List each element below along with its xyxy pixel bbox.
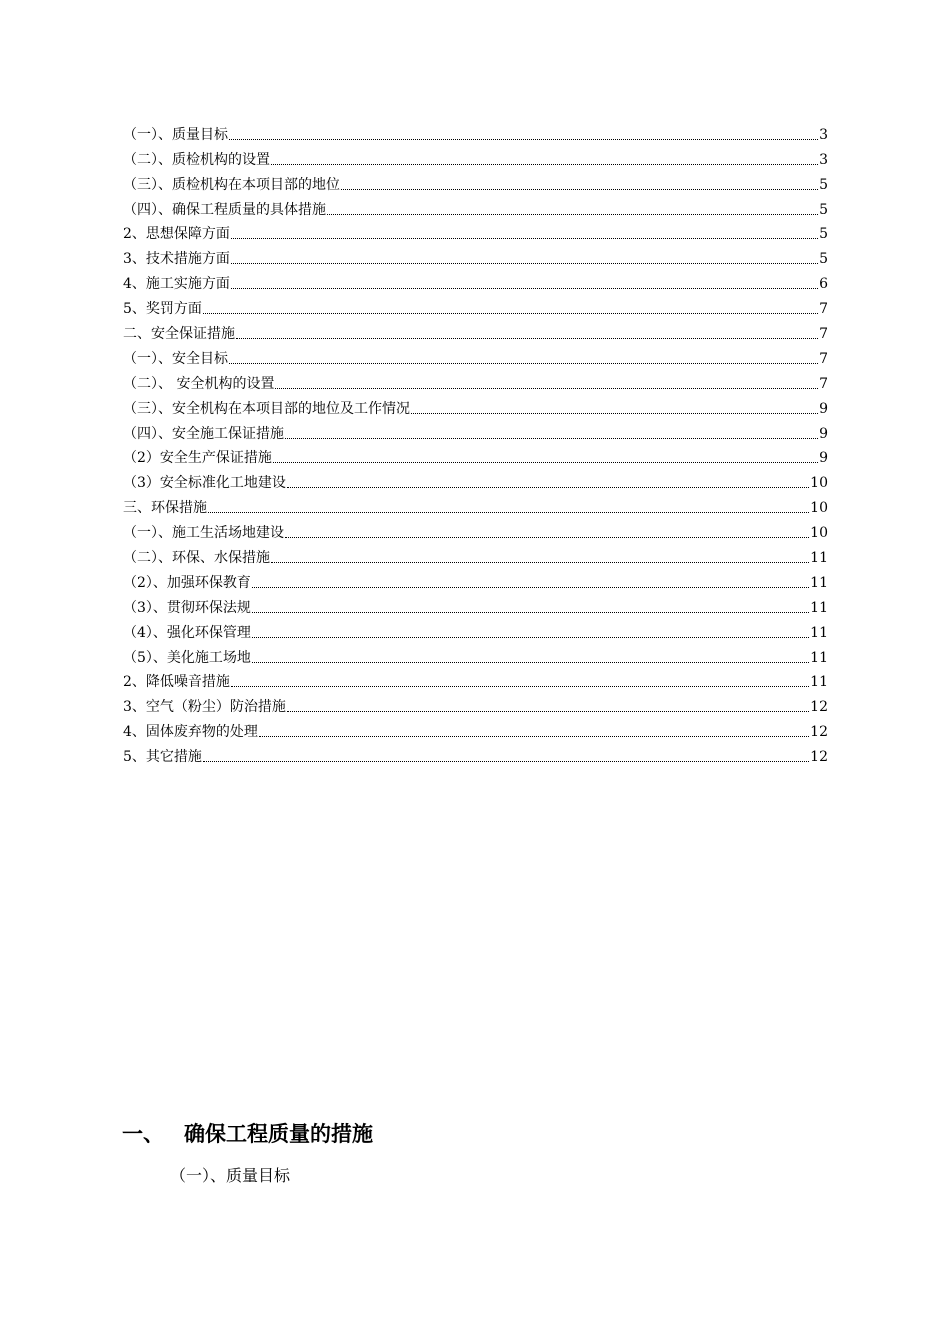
- toc-dot-leader: [252, 636, 809, 638]
- toc-entry-page-number: 6: [819, 276, 828, 293]
- toc-entry-label: 2、降低噪音措施: [123, 674, 230, 691]
- toc-entry[interactable]: [123, 269, 828, 294]
- toc-dot-leader: [285, 536, 809, 538]
- toc-entry[interactable]: [123, 244, 828, 269]
- toc-entry[interactable]: [123, 593, 828, 618]
- toc-entry-page-number: 7: [819, 375, 828, 392]
- toc-entry-label: （3）、贯彻环保法规: [123, 599, 251, 616]
- toc-entry-page-number: 10: [810, 500, 828, 517]
- toc-entry-label: （四）、确保工程质量的具体措施: [123, 201, 326, 218]
- toc-entry-label: 2、思想保障方面: [123, 226, 230, 243]
- table-of-contents: [123, 120, 828, 767]
- toc-entry[interactable]: [123, 294, 828, 319]
- toc-dot-leader: [285, 437, 818, 439]
- toc-entry-page-number: 3: [819, 151, 828, 168]
- toc-dot-leader: [341, 188, 818, 190]
- toc-entry[interactable]: [123, 394, 828, 419]
- toc-dot-leader: [236, 337, 818, 339]
- toc-dot-leader: [229, 362, 818, 364]
- toc-entry-label: （一）、施工生活场地建设: [123, 525, 284, 542]
- toc-entry[interactable]: [123, 145, 828, 170]
- toc-entry-page-number: 10: [810, 525, 828, 542]
- toc-entry-label: （一）、质量目标: [123, 126, 228, 143]
- toc-entry-label: （3）安全标准化工地建设: [123, 475, 286, 492]
- toc-entry[interactable]: [123, 120, 828, 145]
- toc-dot-leader: [252, 661, 809, 663]
- toc-entry-page-number: 5: [819, 176, 828, 193]
- toc-entry-page-number: 10: [810, 475, 828, 492]
- toc-entry-label: 3、空气（粉尘）防治措施: [123, 699, 286, 716]
- toc-entry-label: （2）、加强环保教育: [123, 574, 251, 591]
- toc-entry-page-number: 11: [810, 574, 828, 591]
- toc-entry[interactable]: [123, 493, 828, 518]
- toc-entry[interactable]: [123, 444, 828, 469]
- toc-dot-leader: [411, 412, 818, 414]
- toc-entry-page-number: 7: [819, 350, 828, 367]
- toc-entry[interactable]: [123, 518, 828, 543]
- toc-entry[interactable]: [123, 543, 828, 568]
- toc-dot-leader: [203, 312, 818, 314]
- toc-dot-leader: [231, 287, 818, 289]
- toc-dot-leader: [273, 461, 818, 463]
- toc-dot-leader: [275, 387, 818, 389]
- toc-dot-leader: [231, 237, 818, 239]
- toc-entry-label: （四）、安全施工保证措施: [123, 425, 284, 442]
- toc-entry-label: （2）安全生产保证措施: [123, 450, 272, 467]
- toc-entry-page-number: 12: [810, 699, 828, 716]
- toc-entry[interactable]: [123, 195, 828, 220]
- toc-dot-leader: [271, 163, 818, 165]
- toc-entry-label: 4、施工实施方面: [123, 276, 230, 293]
- toc-dot-leader: [229, 138, 818, 140]
- toc-dot-leader: [252, 586, 809, 588]
- toc-entry[interactable]: [123, 692, 828, 717]
- toc-entry-page-number: 7: [819, 326, 828, 343]
- toc-dot-leader: [231, 262, 818, 264]
- toc-entry-label: （三）、安全机构在本项目部的地位及工作情况: [123, 400, 410, 417]
- toc-entry-page-number: 11: [810, 550, 828, 567]
- section-number: 一、: [122, 1121, 164, 1146]
- toc-entry-label: 4、固体废弃物的处理: [123, 724, 258, 741]
- toc-dot-leader: [208, 511, 809, 513]
- toc-dot-leader: [287, 486, 809, 488]
- toc-entry-label: 3、技术措施方面: [123, 251, 230, 268]
- toc-entry-label: 5、其它措施: [123, 749, 202, 766]
- toc-entry[interactable]: [123, 170, 828, 195]
- toc-entry[interactable]: [123, 468, 828, 493]
- toc-entry-page-number: 12: [810, 749, 828, 766]
- toc-entry[interactable]: [123, 568, 828, 593]
- toc-entry-page-number: 3: [819, 126, 828, 143]
- toc-dot-leader: [287, 710, 809, 712]
- toc-entry-page-number: 9: [819, 400, 828, 417]
- toc-entry-label: 5、奖罚方面: [123, 301, 202, 318]
- toc-dot-leader: [259, 735, 809, 737]
- toc-dot-leader: [327, 213, 818, 215]
- toc-entry-page-number: 5: [819, 201, 828, 218]
- toc-dot-leader: [231, 685, 809, 687]
- toc-dot-leader: [203, 760, 809, 762]
- toc-entry[interactable]: [123, 643, 828, 668]
- toc-entry-page-number: 11: [810, 599, 828, 616]
- toc-entry[interactable]: [123, 220, 828, 245]
- subsection-heading: （一）、质量目标: [170, 1166, 291, 1185]
- toc-entry[interactable]: [123, 344, 828, 369]
- toc-entry-page-number: 11: [810, 649, 828, 666]
- section-heading: [122, 1118, 373, 1150]
- toc-entry-page-number: 12: [810, 724, 828, 741]
- toc-entry[interactable]: [123, 717, 828, 742]
- toc-entry-page-number: 11: [810, 624, 828, 641]
- section-title: 确保工程质量的措施: [184, 1121, 373, 1146]
- toc-entry[interactable]: [123, 742, 828, 767]
- toc-dot-leader: [252, 611, 809, 613]
- toc-entry[interactable]: [123, 618, 828, 643]
- toc-entry[interactable]: [123, 319, 828, 344]
- toc-entry-label: 三、环保措施: [123, 500, 207, 517]
- toc-entry-label: 二、安全保证措施: [123, 326, 235, 343]
- toc-entry-page-number: 5: [819, 226, 828, 243]
- toc-entry-label: （一）、安全目标: [123, 350, 228, 367]
- toc-entry-label: （二）、质检机构的设置: [123, 151, 270, 168]
- toc-entry-label: （5）、美化施工场地: [123, 649, 251, 666]
- toc-entry[interactable]: [123, 668, 828, 693]
- toc-entry-page-number: 9: [819, 450, 828, 467]
- toc-entry[interactable]: [123, 369, 828, 394]
- toc-entry-label: （二）、环保、水保措施: [123, 550, 270, 567]
- toc-entry-page-number: 11: [810, 674, 828, 691]
- toc-entry-page-number: 9: [819, 425, 828, 442]
- toc-entry-page-number: 7: [819, 301, 828, 318]
- toc-entry[interactable]: [123, 419, 828, 444]
- toc-entry-label: （三）、质检机构在本项目部的地位: [123, 176, 340, 193]
- toc-entry-label: （4）、强化环保管理: [123, 624, 251, 641]
- toc-entry-label: （二）、 安全机构的设置: [123, 375, 275, 392]
- toc-dot-leader: [271, 561, 809, 563]
- toc-entry-page-number: 5: [819, 251, 828, 268]
